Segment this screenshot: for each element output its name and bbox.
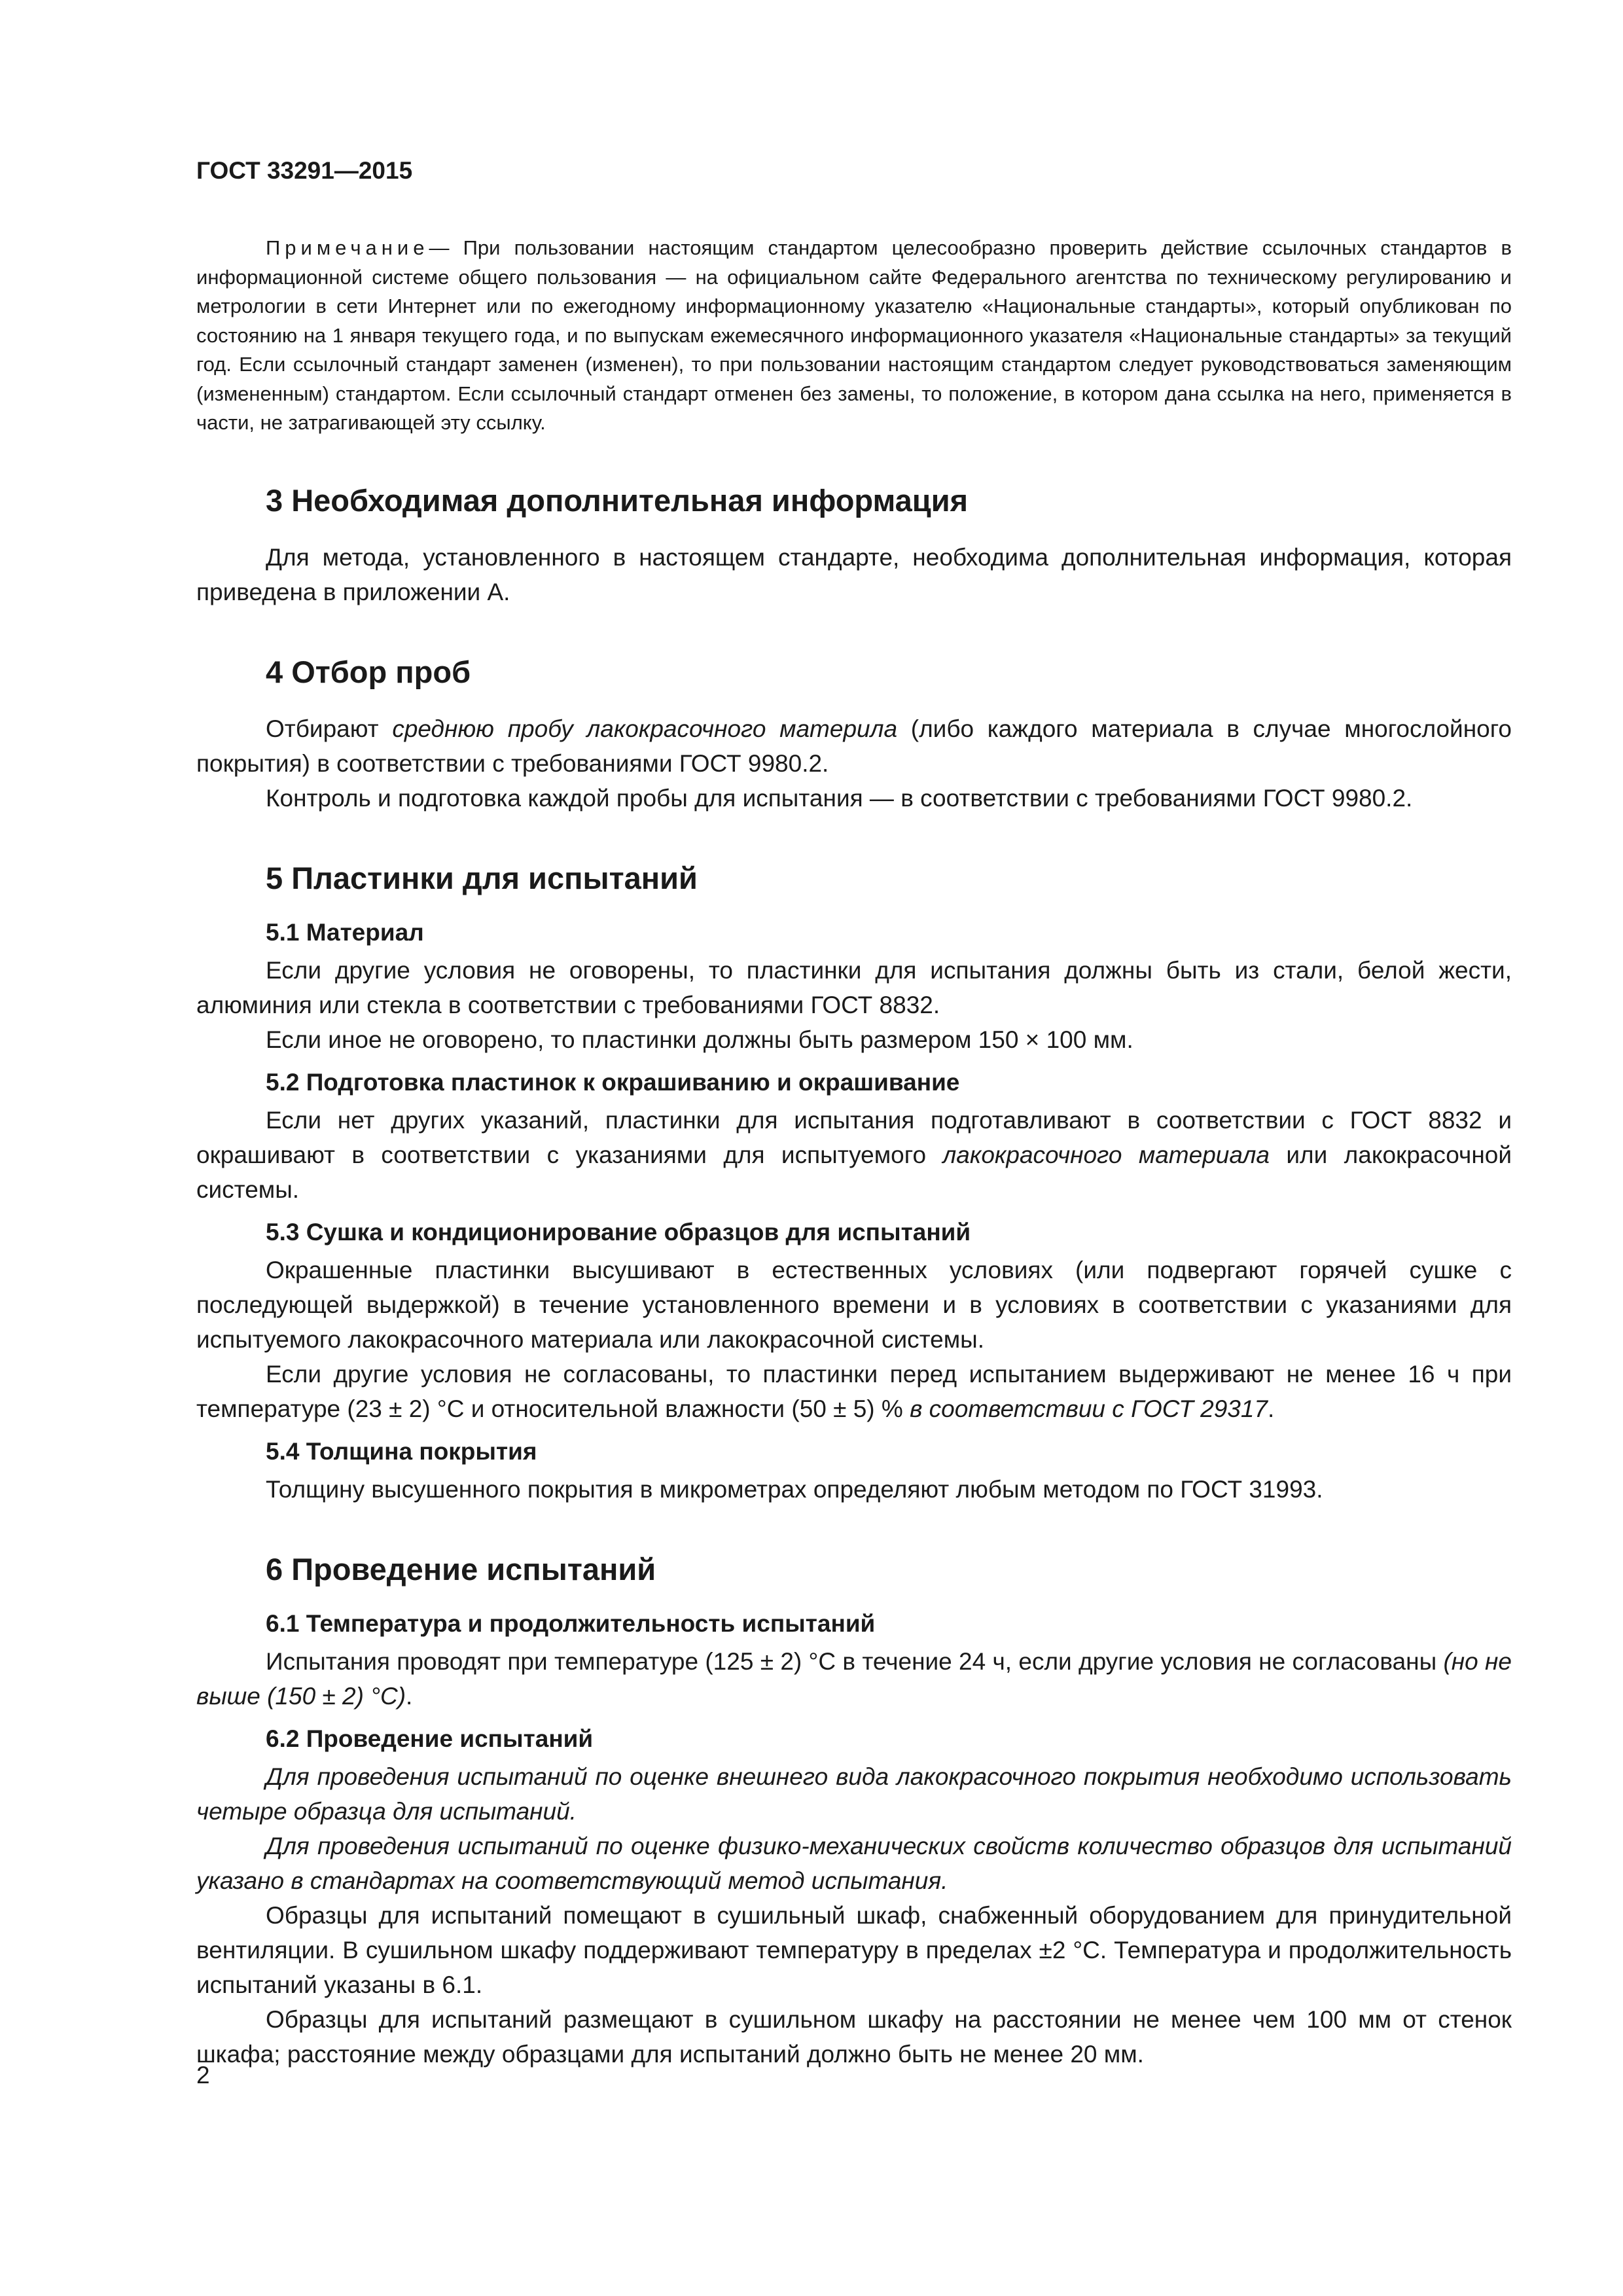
text-run: Испытания проводят при температуре (125 ± 2) °С в течение 24 ч, если другие условия не согласованы <box>266 1647 1444 1675</box>
section-3-heading: 3 Необходимая дополнительная информация <box>266 482 969 518</box>
subsection-5-1-paragraph-2: Если иное не оговорено, то пластинки должны быть размером 150 × 100 мм. <box>266 1026 1133 1053</box>
note-text: — При пользовании настоящим стандартом целесообразно проверить действие ссылочных стандартов в информационной системе общего пользования — на официальном сайте Федерального агентства по техническому регулированию и метрологии в сети Интернет или по ежегодному информационному указателю «Национальные стандарты», который опубликован по состоянию на 1 января текущего года, и по выпускам ежемесячного информационного указателя «Национальные стандарты» за текущий год. Если ссылочный стандарт заменен (изменен), то при пользовании настоящим стандартом следует руководствоваться заменяющим (измененным) стандартом. Если ссылочный стандарт отменен без замены, то положение, в котором дана ссылка на него, применяется в части, не затрагивающей эту ссылку. <box>196 236 1512 434</box>
text-run: Отбирают <box>266 715 393 742</box>
subsection-6-2-paragraph-3: Образцы для испытаний помещают в сушильный шкаф, снабженный оборудованием для принудительной вентиляции. В сушильном шкафу поддерживают температуру в пределах ±2 °С. Температура и продолжительность испытаний указаны в 6.1. <box>196 1901 1512 1998</box>
subsection-5-3-paragraph-1: Окрашенные пластинки высушивают в естественных условиях (или подвергают горячей сушке с последующей выдержкой) в течение установленного времени и в условиях в соответствии с указаниями для испытуемого лакокрасочного материала или лакокрасочной системы. <box>196 1256 1512 1353</box>
subsection-6-2-heading: 6.2 Проведение испытаний <box>266 1725 594 1752</box>
emphasis-run: среднюю пробу лакокрасочного материла <box>392 715 898 742</box>
emphasis-run: Для проведения испытаний по оценке внешнего вида лакокрасочного покрытия необходимо использовать четыре образца для испытаний. <box>196 1763 1512 1825</box>
emphasis-run: в соответствии с ГОСТ 29317 <box>910 1395 1268 1422</box>
subsection-5-3-heading: 5.3 Сушка и кондиционирование образцов для испытаний <box>266 1218 971 1246</box>
document-page <box>196 157 1512 2072</box>
section-4-heading: 4 Отбор проб <box>266 654 471 689</box>
subsection-5-3-paragraph-2 <box>196 1357 1512 1426</box>
subsection-5-4-heading: 5.4 Толщина покрытия <box>266 1437 537 1465</box>
section-3-paragraph: Для метода, установленного в настоящем стандарте, необходима дополнительная информация, которая приведена в приложении А. <box>196 543 1512 605</box>
reference-note <box>196 234 1512 438</box>
emphasis-run: лакокрасочного материала <box>942 1141 1270 1168</box>
section-4-paragraph-2: Контроль и подготовка каждой пробы для испытания — в соответствии с требованиями ГОСТ 9980.2. <box>266 784 1413 812</box>
text-run: или лакокрасочной системы. <box>196 1141 1512 1203</box>
subsection-5-1-paragraph-1: Если другие условия не оговорены, то пластинки для испытания должны быть из стали, белой жести, алюминия или стекла в соответствии с требованиями ГОСТ 8832. <box>196 956 1512 1018</box>
emphasis-run: (но не выше (150 ± 2) °С) <box>196 1647 1512 1710</box>
section-6-heading: 6 Проведение испытаний <box>266 1551 656 1587</box>
note-label: Примечание <box>266 236 429 259</box>
subsection-5-2-heading: 5.2 Подготовка пластинок к окрашиванию и окрашивание <box>266 1068 960 1096</box>
text-run: Если другие условия не согласованы, то пластинки перед испытанием выдерживают не менее 16 ч при температуре (23 ± 2) °С и относительной влажности (50 ± 5) % <box>196 1360 1512 1422</box>
subsection-6-1-paragraph <box>196 1644 1512 1713</box>
subsection-5-4-paragraph: Толщину высушенного покрытия в микрометрах определяют любым методом по ГОСТ 31993. <box>266 1475 1323 1503</box>
subsection-6-2-paragraph-4: Образцы для испытаний размещают в сушильном шкафу на расстоянии не менее чем 100 мм от стенок шкафа; расстояние между образцами для испытаний должно быть не менее 20 мм. <box>196 2005 1512 2068</box>
text-run: Если нет других указаний, пластинки для испытания подготавливают в соответствии с ГОСТ 8832 и окрашивают в соответствии с указаниями для испытуемого <box>196 1106 1512 1168</box>
text-run: (либо каждого материала в случае многослойного покрытия) в соответствии с требованиями ГОСТ 9980.2. <box>196 715 1512 777</box>
subsection-6-1-heading: 6.1 Температура и продолжительность испытаний <box>266 1609 876 1637</box>
subsection-5-1-heading: 5.1 Материал <box>266 918 424 946</box>
text-run: . <box>406 1682 413 1710</box>
text-run: . <box>1268 1395 1275 1422</box>
emphasis-run: Для проведения испытаний по оценке физико-механических свойств количество образцов для испытаний указано в стандартах на соответствующий метод испытания. <box>196 1832 1512 1894</box>
section-5-heading: 5 Пластинки для испытаний <box>266 860 698 895</box>
document-code: ГОСТ 33291—2015 <box>196 157 413 184</box>
subsection-5-2-paragraph <box>196 1103 1512 1207</box>
page-number: 2 <box>196 2062 210 2089</box>
subsection-6-2-paragraph-2 <box>196 1829 1512 1898</box>
subsection-6-2-paragraph-1 <box>196 1759 1512 1829</box>
section-4-paragraph-1 <box>196 711 1512 781</box>
